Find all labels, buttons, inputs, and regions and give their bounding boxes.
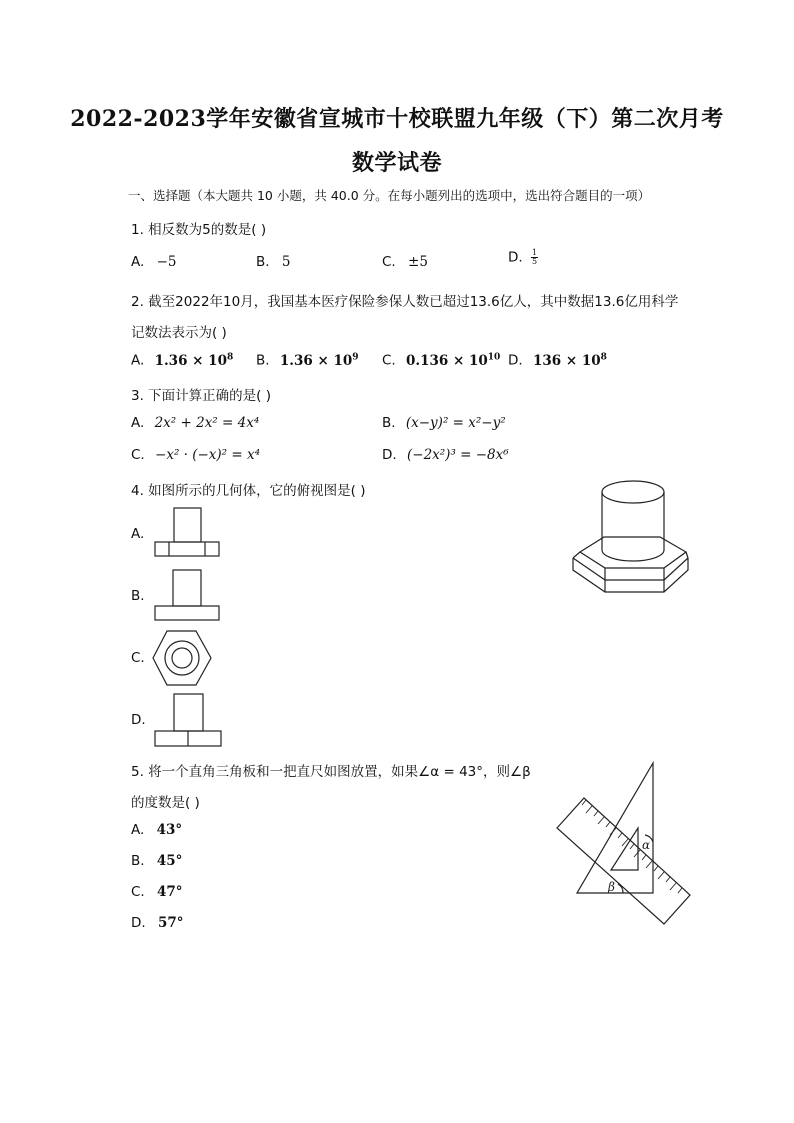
q5-option-c-value: 47° (157, 884, 183, 900)
q5-option-d-label: D. (131, 915, 146, 931)
q2-option-b-label: B. (256, 352, 270, 369)
question-5-stem-line2: 的度数是( ) (131, 795, 200, 811)
q5-option-b-value: 45° (156, 853, 183, 869)
q5-option-a-label: A. (131, 822, 145, 838)
q5-option-d (131, 915, 184, 931)
q3-option-c (131, 447, 260, 463)
question-4-stem: 4. 如图所示的几何体，它的俯视图是( ) (131, 483, 366, 499)
question-1-stem: 1. 相反数为5的数是( ) (131, 222, 267, 238)
q4-option-a-label: A. (131, 526, 145, 542)
q3-option-b (382, 415, 506, 431)
q4-option-b-label: B. (131, 588, 145, 604)
q1-option-a-label: A. (131, 254, 145, 270)
q1-option-a-value: −5 (156, 254, 177, 270)
q2-option-b-base: 1.36 × 10 (279, 352, 353, 369)
question-2-stem-line1: 2. 截至2022年10月，我国基本医疗保险参保人数已超过13.6亿人，其中数据13.6亿用科学 (131, 294, 679, 310)
section-heading: 一、选择题（本大题共 10 小题，共 40.0 分。在每小题列出的选项中，选出符合题目的一项） (128, 188, 651, 203)
q3-option-d-value: (−2x²)³ = −8x⁶ (406, 447, 509, 463)
q1-option-b-value: 5 (281, 254, 291, 270)
q3-option-b-value: (x−y)² = x²−y² (405, 415, 506, 431)
q3-option-a (131, 415, 259, 431)
beta-arc (618, 884, 623, 893)
question-3-stem: 3. 下面计算正确的是( ) (131, 388, 271, 404)
q3-option-a-value: 2x² + 2x² = 4x⁴ (154, 415, 260, 431)
q5-option-c (131, 884, 183, 900)
alpha-label: α (642, 838, 651, 852)
q4-option-c-label: C. (131, 650, 145, 666)
q5-option-a-value: 43° (156, 822, 183, 838)
beta-label: β (608, 880, 615, 894)
q2-option-c-label: C. (382, 352, 396, 369)
q5-option-c-label: C. (131, 884, 145, 900)
q2-option-c-exp: 10 (487, 352, 501, 362)
ruler-ticks (582, 800, 682, 893)
q1-option-c-label: C. (382, 254, 396, 270)
exam-subtitle: 数学试卷 (351, 150, 442, 176)
question-5-stem-line1: 5. 将一个直角三角板和一把直尺如图放置，如果∠α = 43°，则∠β (131, 764, 531, 780)
question-2-stem-line2: 记数法表示为( ) (131, 325, 227, 341)
q5-option-d-value: 57° (157, 915, 184, 931)
q1-option-d (508, 249, 538, 266)
q4-option-d-figure (155, 694, 223, 748)
q1-option-c (382, 254, 428, 270)
q1-option-a (131, 254, 177, 270)
q2-option-b-exp: 9 (352, 352, 359, 362)
q1-option-b (256, 254, 290, 270)
q3-option-c-value: −x² · (−x)² = x⁴ (155, 447, 261, 463)
q2-option-a-label: A. (131, 352, 145, 369)
q5-option-b-label: B. (131, 853, 145, 869)
q3-option-b-label: B. (382, 415, 396, 431)
q4-option-d-label: D. (131, 712, 146, 728)
q3-option-d-label: D. (382, 447, 397, 463)
q2-option-c-base: 0.136 × 10 (406, 352, 488, 369)
q1-option-d-numerator: 1 (531, 248, 538, 257)
q3-option-d (382, 447, 509, 463)
q4-option-a-figure (155, 508, 220, 558)
q4-solid-figure (572, 480, 692, 598)
q2-option-d-exp: 8 (600, 352, 607, 362)
q5-option-a (131, 822, 182, 838)
q2-option-a-exp: 8 (226, 352, 234, 362)
q2-option-d-base: 136 × 10 (532, 352, 601, 369)
q1-option-d-label: D. (508, 249, 523, 266)
q5-ruler-triangle-figure (556, 760, 696, 930)
q3-option-c-label: C. (131, 447, 145, 463)
exam-title: 2022-2023学年安徽省宣城市十校联盟九年级（下）第二次月考 (70, 106, 724, 132)
q2-option-d-label: D. (508, 352, 523, 369)
q5-option-b (131, 853, 182, 869)
q4-option-c-figure (152, 630, 212, 686)
q1-option-d-denominator: 5 (531, 257, 538, 266)
q2-option-d (508, 352, 607, 369)
q2-option-a (131, 352, 233, 369)
q1-option-c-value: ±5 (408, 254, 428, 270)
q4-option-b-figure (155, 570, 220, 622)
q2-option-c (382, 352, 500, 369)
q1-option-b-label: B. (256, 254, 270, 270)
q1-option-d-fraction (531, 249, 538, 266)
q2-option-a-base: 1.36 × 10 (154, 352, 227, 369)
q3-option-a-label: A. (131, 415, 145, 431)
q2-option-b (256, 352, 359, 369)
